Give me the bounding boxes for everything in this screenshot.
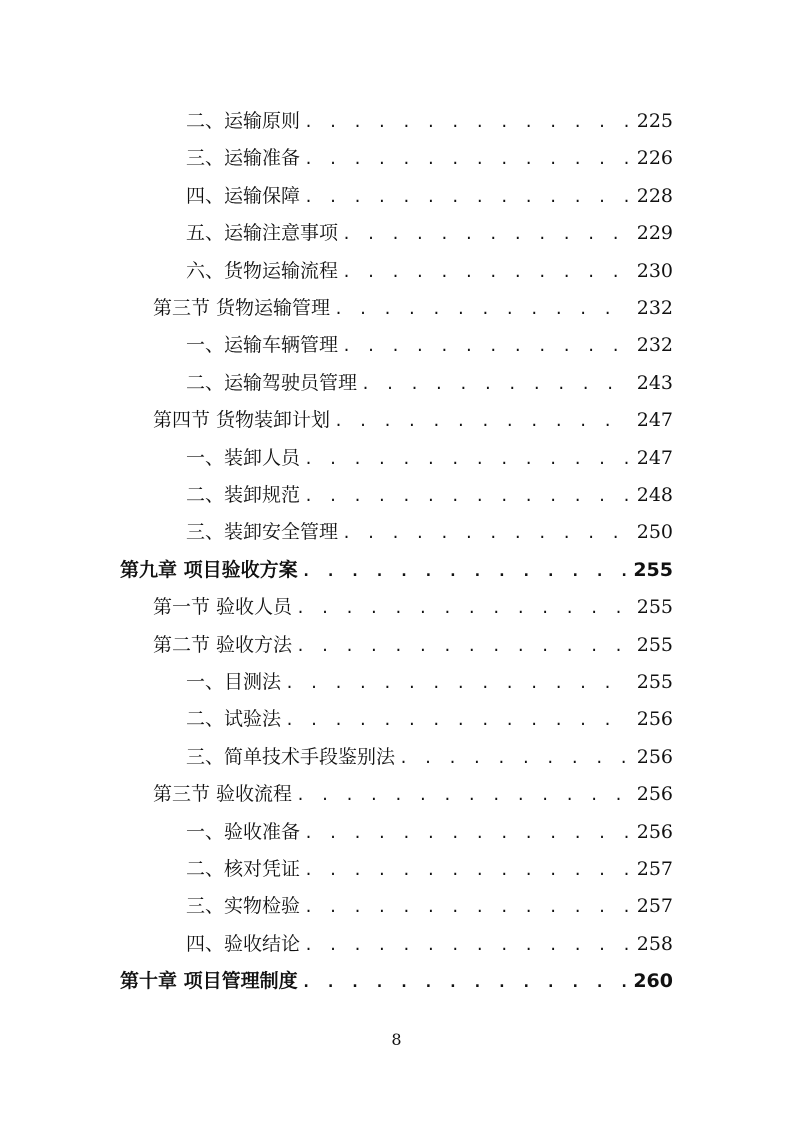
toc-entry-title: 第三节 验收流程 — [153, 783, 293, 806]
toc-entry-page: 232 — [636, 334, 673, 357]
toc-dot-leader — [296, 637, 631, 655]
toc-entry-title: 二、运输驾驶员管理 — [186, 371, 358, 394]
toc-subsection-entry[interactable] — [186, 742, 673, 770]
toc-subsection-entry[interactable] — [186, 854, 673, 882]
toc-entry-title: 二、装卸规范 — [186, 484, 301, 506]
toc-entry-page: 230 — [636, 259, 673, 282]
toc-entry-title: 二、运输原则 — [186, 110, 301, 132]
toc-dot-leader — [399, 749, 631, 767]
toc-entry-title: 一、目测法 — [186, 671, 282, 693]
toc-subsection-entry[interactable] — [186, 443, 673, 471]
toc-dot-leader — [302, 562, 628, 580]
toc-entry-title: 一、运输车辆管理 — [186, 334, 339, 357]
toc-dot-leader — [342, 524, 631, 542]
toc-entry-page: 228 — [636, 184, 673, 207]
toc-entry-title: 一、验收准备 — [186, 820, 301, 843]
toc-entry-page: 243 — [636, 371, 673, 394]
toc-entry-page: 257 — [636, 895, 673, 918]
toc-dot-leader — [361, 375, 631, 393]
toc-entry-page: 255 — [636, 633, 673, 656]
toc-entry-page: 229 — [636, 222, 673, 245]
toc-dot-leader — [342, 225, 631, 243]
toc-entry-page: 256 — [636, 745, 673, 768]
toc-subsection-entry[interactable] — [186, 667, 673, 695]
toc-dot-leader — [304, 450, 631, 468]
toc-entry-title: 三、实物检验 — [186, 895, 301, 918]
toc-subsection-entry[interactable] — [186, 368, 673, 396]
toc-subsection-entry[interactable] — [186, 891, 673, 919]
toc-subsection-entry[interactable] — [186, 480, 673, 508]
toc-dot-leader — [304, 861, 631, 879]
toc-dot-leader — [334, 300, 631, 318]
toc-subsection-entry[interactable] — [186, 181, 673, 209]
toc-entry-title: 二、试验法 — [186, 708, 282, 731]
toc-entry-title: 第十章 项目管理制度 — [120, 970, 298, 993]
toc-dot-leader — [342, 263, 631, 281]
toc-dot-leader — [304, 936, 631, 954]
toc-section-entry[interactable] — [153, 779, 673, 807]
toc-section-entry[interactable] — [153, 405, 673, 433]
toc-entry-page: 255 — [636, 671, 673, 693]
toc-entry-page: 248 — [636, 484, 673, 506]
toc-entry-title: 第二节 验收方法 — [153, 633, 293, 656]
toc-entry-page: 257 — [636, 858, 673, 880]
toc-entry-page: 256 — [636, 820, 673, 843]
toc-entry-title: 二、核对凭证 — [186, 858, 301, 880]
toc-entry-page: 226 — [636, 147, 673, 170]
toc-entry-title: 第一节 验收人员 — [153, 596, 293, 619]
page-number: 8 — [391, 1030, 402, 1049]
toc-entry-title: 四、验收结论 — [186, 932, 301, 955]
toc-entry-title: 四、运输保障 — [186, 184, 301, 207]
toc-subsection-entry[interactable] — [186, 817, 673, 845]
toc-subsection-entry[interactable] — [186, 704, 673, 732]
toc-dot-leader — [296, 599, 631, 617]
toc-entry-page: 258 — [636, 932, 673, 955]
toc-entry-title: 三、简单技术手段鉴别法 — [186, 745, 396, 768]
toc-dot-leader — [304, 487, 631, 505]
toc-chapter-entry[interactable] — [120, 966, 673, 994]
toc-entry-title: 三、运输准备 — [186, 147, 301, 170]
toc-entry-title: 一、装卸人员 — [186, 446, 301, 469]
toc-subsection-entry[interactable] — [186, 929, 673, 957]
toc-entry-title: 第四节 货物装卸计划 — [153, 409, 331, 432]
toc-section-entry[interactable] — [153, 293, 673, 321]
toc-entry-page: 256 — [636, 783, 673, 806]
toc-entry-title: 三、装卸安全管理 — [186, 521, 339, 544]
toc-dot-leader — [285, 674, 631, 692]
toc-subsection-entry[interactable] — [186, 106, 673, 134]
toc-subsection-entry[interactable] — [186, 218, 673, 246]
toc-entry-page: 250 — [636, 521, 673, 544]
toc-dot-leader — [304, 824, 631, 842]
toc-dot-leader — [302, 973, 628, 991]
toc-section-entry[interactable] — [153, 592, 673, 620]
toc-dot-leader — [304, 898, 631, 916]
toc-entry-page: 247 — [636, 446, 673, 469]
toc-chapter-entry[interactable] — [120, 555, 673, 583]
toc-dot-leader — [334, 412, 631, 430]
toc-dot-leader — [285, 711, 631, 729]
toc-subsection-entry[interactable] — [186, 143, 673, 171]
toc-dot-leader — [342, 337, 631, 355]
toc-entry-title: 第三节 货物运输管理 — [153, 297, 331, 319]
toc-dot-leader — [304, 188, 631, 206]
toc-entry-page: 232 — [636, 297, 673, 319]
toc-entry-title: 六、货物运输流程 — [186, 259, 339, 282]
toc-subsection-entry[interactable] — [186, 256, 673, 284]
toc-entry-title: 第九章 项目验收方案 — [120, 558, 298, 581]
toc-entry-page: 256 — [636, 708, 673, 731]
toc-subsection-entry[interactable] — [186, 517, 673, 545]
toc-section-entry[interactable] — [153, 630, 673, 658]
toc-entry-title: 五、运输注意事项 — [186, 222, 339, 245]
toc-entry-page: 255 — [636, 596, 673, 619]
toc-entry-page: 255 — [633, 558, 673, 581]
toc-entry-page: 260 — [633, 970, 673, 993]
toc-entry-page: 225 — [636, 110, 673, 132]
toc-dot-leader — [296, 786, 631, 804]
toc-subsection-entry[interactable] — [186, 330, 673, 358]
toc-dot-leader — [304, 150, 631, 168]
toc-dot-leader — [304, 113, 631, 131]
toc-entry-page: 247 — [636, 409, 673, 432]
